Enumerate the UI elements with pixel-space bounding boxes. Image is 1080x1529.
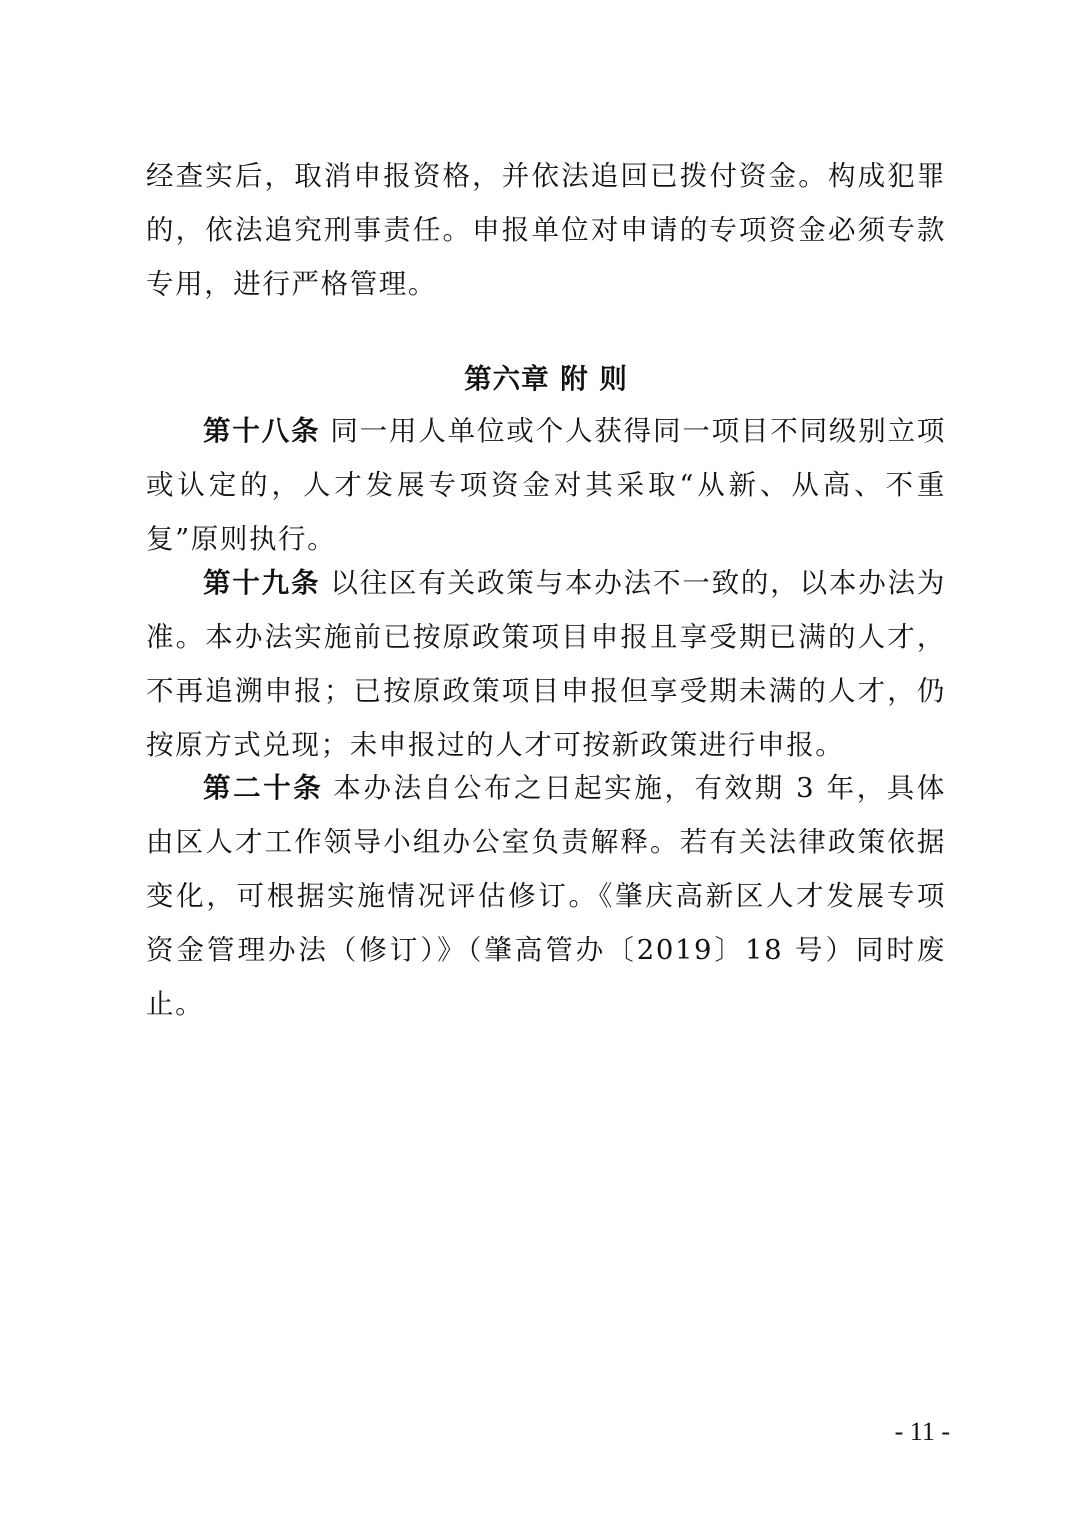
article-19-text: 以往区有关政策与本办法不一致的，以本办法为准。本办法实施前已按原政策项目申报且享受期已满的人才，不再追溯申报；已按原政策项目申报但享受期未满的人才，仍按原方式兑现；未申报过的人才可按新政策进行申报。 — [146, 567, 946, 761]
article-19-label: 第十九条 — [203, 567, 321, 599]
article-18-label: 第十八条 — [203, 415, 321, 447]
article-19 — [146, 556, 946, 772]
article-18 — [146, 404, 946, 566]
intro-paragraph: 经查实后，取消申报资格，并依法追回已拨付资金。构成犯罪的，依法追究刑事责任。申报单位对申请的专项资金必须专款专用，进行严格管理。 — [146, 160, 946, 300]
article-20-label: 第二十条 — [203, 772, 324, 804]
page-number: - 11 - — [894, 1417, 950, 1446]
article-20-text: 本办法自公布之日起实施，有效期 3 年，具体由区人才工作领导小组办公室负责解释。若有关法律政策依据变化，可根据实施情况评估修订。《肇庆高新区人才发展专项资金管理办法（修订）》（肇高管办〔2019〕18 号）同时废止。 — [146, 772, 946, 1020]
article-20 — [146, 761, 946, 1031]
chapter-title: 第六章 附 则 — [464, 363, 628, 395]
article-18-text: 同一用人单位或个人获得同一项目不同级别立项或认定的，人才发展专项资金对其采取“从新、从高、不重复”原则执行。 — [146, 415, 946, 555]
